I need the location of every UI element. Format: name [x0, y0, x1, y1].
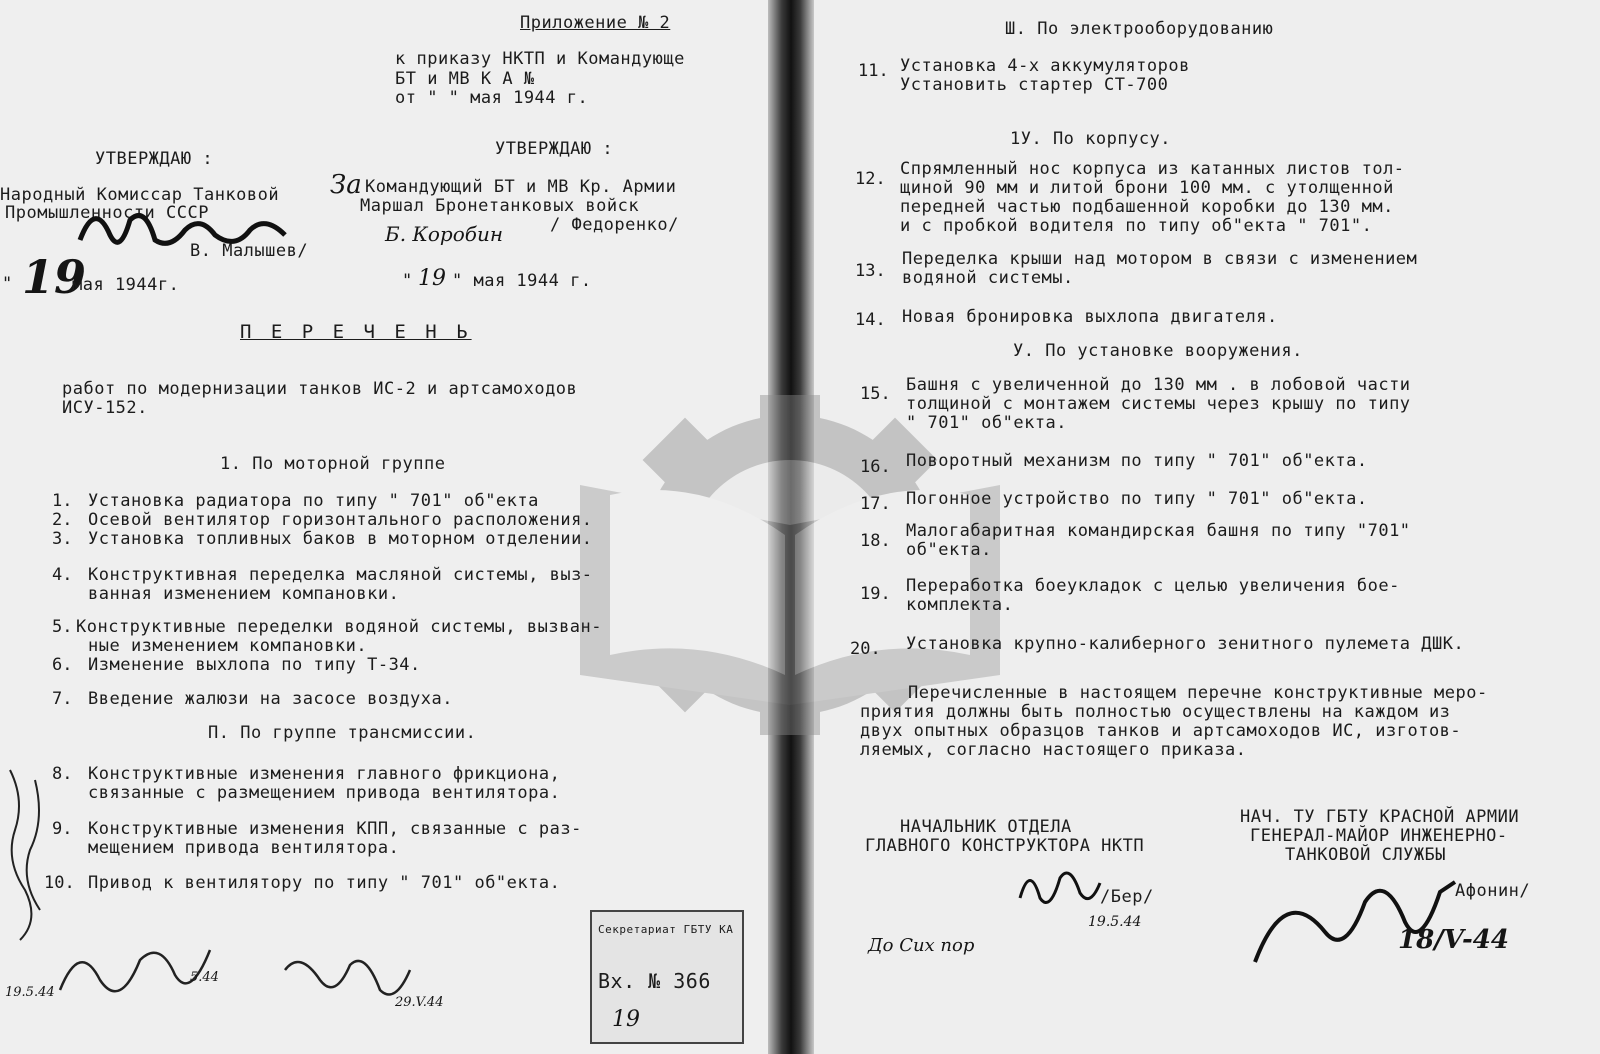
stamp-line-1: Секретариат ГБТУ КА — [598, 923, 734, 936]
item-number: 4. — [52, 565, 73, 585]
item-12-line-1: Спрямленный нос корпуса из катанных листов тол- — [900, 159, 1405, 179]
approve-left-name: В. Малышев/ — [190, 241, 309, 261]
item-number: 14. — [855, 310, 886, 330]
registration-stamp — [590, 910, 744, 1044]
item-number: 10. — [44, 873, 75, 893]
sign-left-hand-note: До Сих пор — [868, 935, 975, 956]
closing-line-2: приятия должны быть полностью осуществлены на каждом из — [860, 702, 1451, 722]
sign-right-line-1: НАЧ. ТУ ГБТУ КРАСНОЙ АРМИИ — [1240, 807, 1520, 827]
item-14-text: Новая бронировка выхлопа двигателя. — [902, 307, 1278, 327]
section-electrical-heading: Ш. По электрооборудованию — [1005, 19, 1274, 39]
appendix-title: Приложение № 2 — [520, 13, 671, 33]
approve-left-date-rest: мая 1944г. — [72, 275, 180, 295]
item-15-line-3: " 701" об"екта. — [906, 413, 1068, 433]
approve-left-date-quote: " — [2, 274, 13, 294]
closing-line-4: ляемых, согласно настоящего приказа. — [860, 740, 1247, 760]
approve-right-date-rest: " мая 1944 г. — [452, 271, 592, 291]
approve-right-line-2: Маршал Бронетанковых войск — [360, 196, 640, 216]
item-3-text: Установка топливных баков в моторном отделении. — [88, 529, 593, 549]
item-8-line-1: Конструктивные изменения главного фрикциона, — [88, 764, 561, 784]
order-line-1: к приказу НКТП и Командующе — [395, 49, 685, 69]
sign-left-name: /Бер/ — [1100, 887, 1154, 907]
approve-right-date-day: 19 — [418, 266, 446, 291]
approve-left-title: УТВЕРЖДАЮ : — [95, 149, 214, 169]
sign-left-line-1: НАЧАЛЬНИК ОТДЕЛА — [900, 817, 1072, 837]
approve-right-title: УТВЕРЖДАЮ : — [495, 139, 614, 159]
approve-left-line-1: Народный Комиссар Танковой — [0, 185, 280, 205]
approve-right-date-quote: " — [402, 271, 413, 291]
item-18-line-1: Малогабаритная командирская башня по типу "701" — [906, 521, 1411, 541]
section-hull-heading: 1У. По корпусу. — [1010, 129, 1172, 149]
item-19-line-2: комплекта. — [906, 595, 1014, 615]
sign-right-hand-date: 18/V-44 — [1398, 925, 1509, 955]
sign-right-line-3: ТАНКОВОЙ СЛУЖБЫ — [1285, 845, 1447, 865]
item-number: 15. — [860, 384, 891, 404]
item-number: 19. — [860, 584, 891, 604]
order-line-3: от " " мая 1944 г. — [395, 88, 589, 108]
order-line-2: БТ и МВ К А № — [395, 69, 535, 89]
item-number: 2. — [52, 510, 73, 530]
stamp-line-2: Вх. № 366 — [598, 969, 711, 993]
approve-left-date-day: 19 — [22, 250, 87, 304]
item-20-text: Установка крупно-калиберного зенитного пулемета ДШК. — [906, 634, 1465, 654]
item-6-text: Изменение выхлопа по типу Т-34. — [88, 655, 421, 675]
item-number: 3. — [52, 529, 73, 549]
approve-right-za: За — [330, 170, 362, 200]
item-2-text: Осевой вентилятор горизонтального расположения. — [88, 510, 593, 530]
document-title: П Е Р Е Ч Е Н Ь — [240, 321, 472, 343]
sign-right-line-2: ГЕНЕРАЛ-МАЙОР ИНЖЕНЕРНО- — [1250, 826, 1508, 846]
item-number: 8. — [52, 764, 73, 784]
sign-left-line-2: ГЛАВНОГО КОНСТРУКТОРА НКТП — [865, 836, 1145, 856]
item-15-line-1: Башня с увеличенной до 130 мм . в лобовой части — [906, 375, 1411, 395]
item-9-line-2: мещением привода вентилятора. — [88, 838, 400, 858]
item-number: 20. — [850, 639, 881, 659]
subtitle-line-2: ИСУ-152. — [62, 398, 148, 418]
item-11-line-1: Установка 4-х аккумуляторов — [900, 56, 1190, 76]
item-number: 17. — [860, 494, 891, 514]
section-armament-heading: У. По установке вооружения. — [1013, 341, 1303, 361]
item-5-line-1: Конструктивные переделки водяной системы, вызван- — [76, 617, 603, 637]
item-10-text: Привод к вентилятору по типу " 701" об"екта. — [88, 873, 561, 893]
closing-line-1: Перечисленные в настоящем перечне конструктивные меро- — [908, 683, 1488, 703]
item-number: 1. — [52, 491, 73, 511]
item-11-line-2: Установить стартер СТ-700 — [900, 75, 1169, 95]
margin-date-2: 5.44 — [190, 970, 219, 985]
item-18-line-2: об"екта. — [906, 540, 992, 560]
section-transmission-heading: П. По группе трансмиссии. — [208, 723, 477, 743]
approve-left-line-2: Промышленности СССР — [5, 203, 209, 223]
item-12-line-4: и с пробкой водителя по типу об"екта " 701". — [900, 216, 1373, 236]
item-19-line-1: Переработка боеукладок с целью увеличения бое- — [906, 576, 1400, 596]
item-9-line-1: Конструктивные изменения КПП, связанные с раз- — [88, 819, 582, 839]
sign-right-name: Афонин/ — [1455, 881, 1531, 901]
item-5-line-2: ные изменением компановки. — [88, 636, 368, 656]
subtitle-line-1: работ по модернизации танков ИС-2 и артсамоходов — [62, 379, 578, 399]
item-7-text: Введение жалюзи на засосе воздуха. — [88, 689, 453, 709]
item-15-line-2: толщиной с монтажем системы через крышу по типу — [906, 394, 1411, 414]
item-1-text: Установка радиатора по типу " 701" об"екта — [88, 491, 539, 511]
item-number: 7. — [52, 689, 73, 709]
item-17-text: Погонное устройство по типу " 701" об"екта. — [906, 489, 1368, 509]
book-gutter — [768, 0, 814, 1054]
stamp-line-3: 19 — [612, 1007, 640, 1032]
item-number: 12. — [855, 169, 886, 189]
sign-left-hand-date: 19.5.44 — [1088, 914, 1142, 930]
section-engine-heading: 1. По моторной группе — [220, 454, 446, 474]
item-13-line-2: водяной системы. — [902, 268, 1074, 288]
item-number: 16. — [860, 457, 891, 477]
closing-line-3: двух опытных образцов танков и артсамоходов ИС, изготов- — [860, 721, 1462, 741]
item-number: 13. — [855, 261, 886, 281]
item-number: 11. — [858, 61, 889, 81]
item-13-line-1: Переделка крыши над мотором в связи с изменением — [902, 249, 1418, 269]
item-16-text: Поворотный механизм по типу " 701" об"екта. — [906, 451, 1368, 471]
item-number: 18. — [860, 531, 891, 551]
item-number: 6. — [52, 655, 73, 675]
approve-right-name: / Федоренко/ — [550, 215, 679, 235]
item-12-line-2: щиной 90 мм и литой брони 100 мм. с утолщенной — [900, 178, 1394, 198]
item-8-line-2: связанные с размещением привода вентилятора. — [88, 783, 561, 803]
item-number: 9. — [52, 819, 73, 839]
item-4-line-2: ванная изменением компановки. — [88, 584, 400, 604]
item-12-line-3: передней частью подбашенной коробки до 130 мм. — [900, 197, 1394, 217]
item-number: 5. — [52, 617, 73, 637]
margin-date-3: 29.V.44 — [395, 995, 444, 1010]
margin-date-1: 19.5.44 — [5, 985, 55, 1000]
approve-right-line-1: Командующий БТ и МВ Кр. Армии — [365, 177, 677, 197]
item-4-line-1: Конструктивная переделка масляной системы, выз- — [88, 565, 593, 585]
korobin-signature: Б. Коробин — [385, 222, 504, 246]
